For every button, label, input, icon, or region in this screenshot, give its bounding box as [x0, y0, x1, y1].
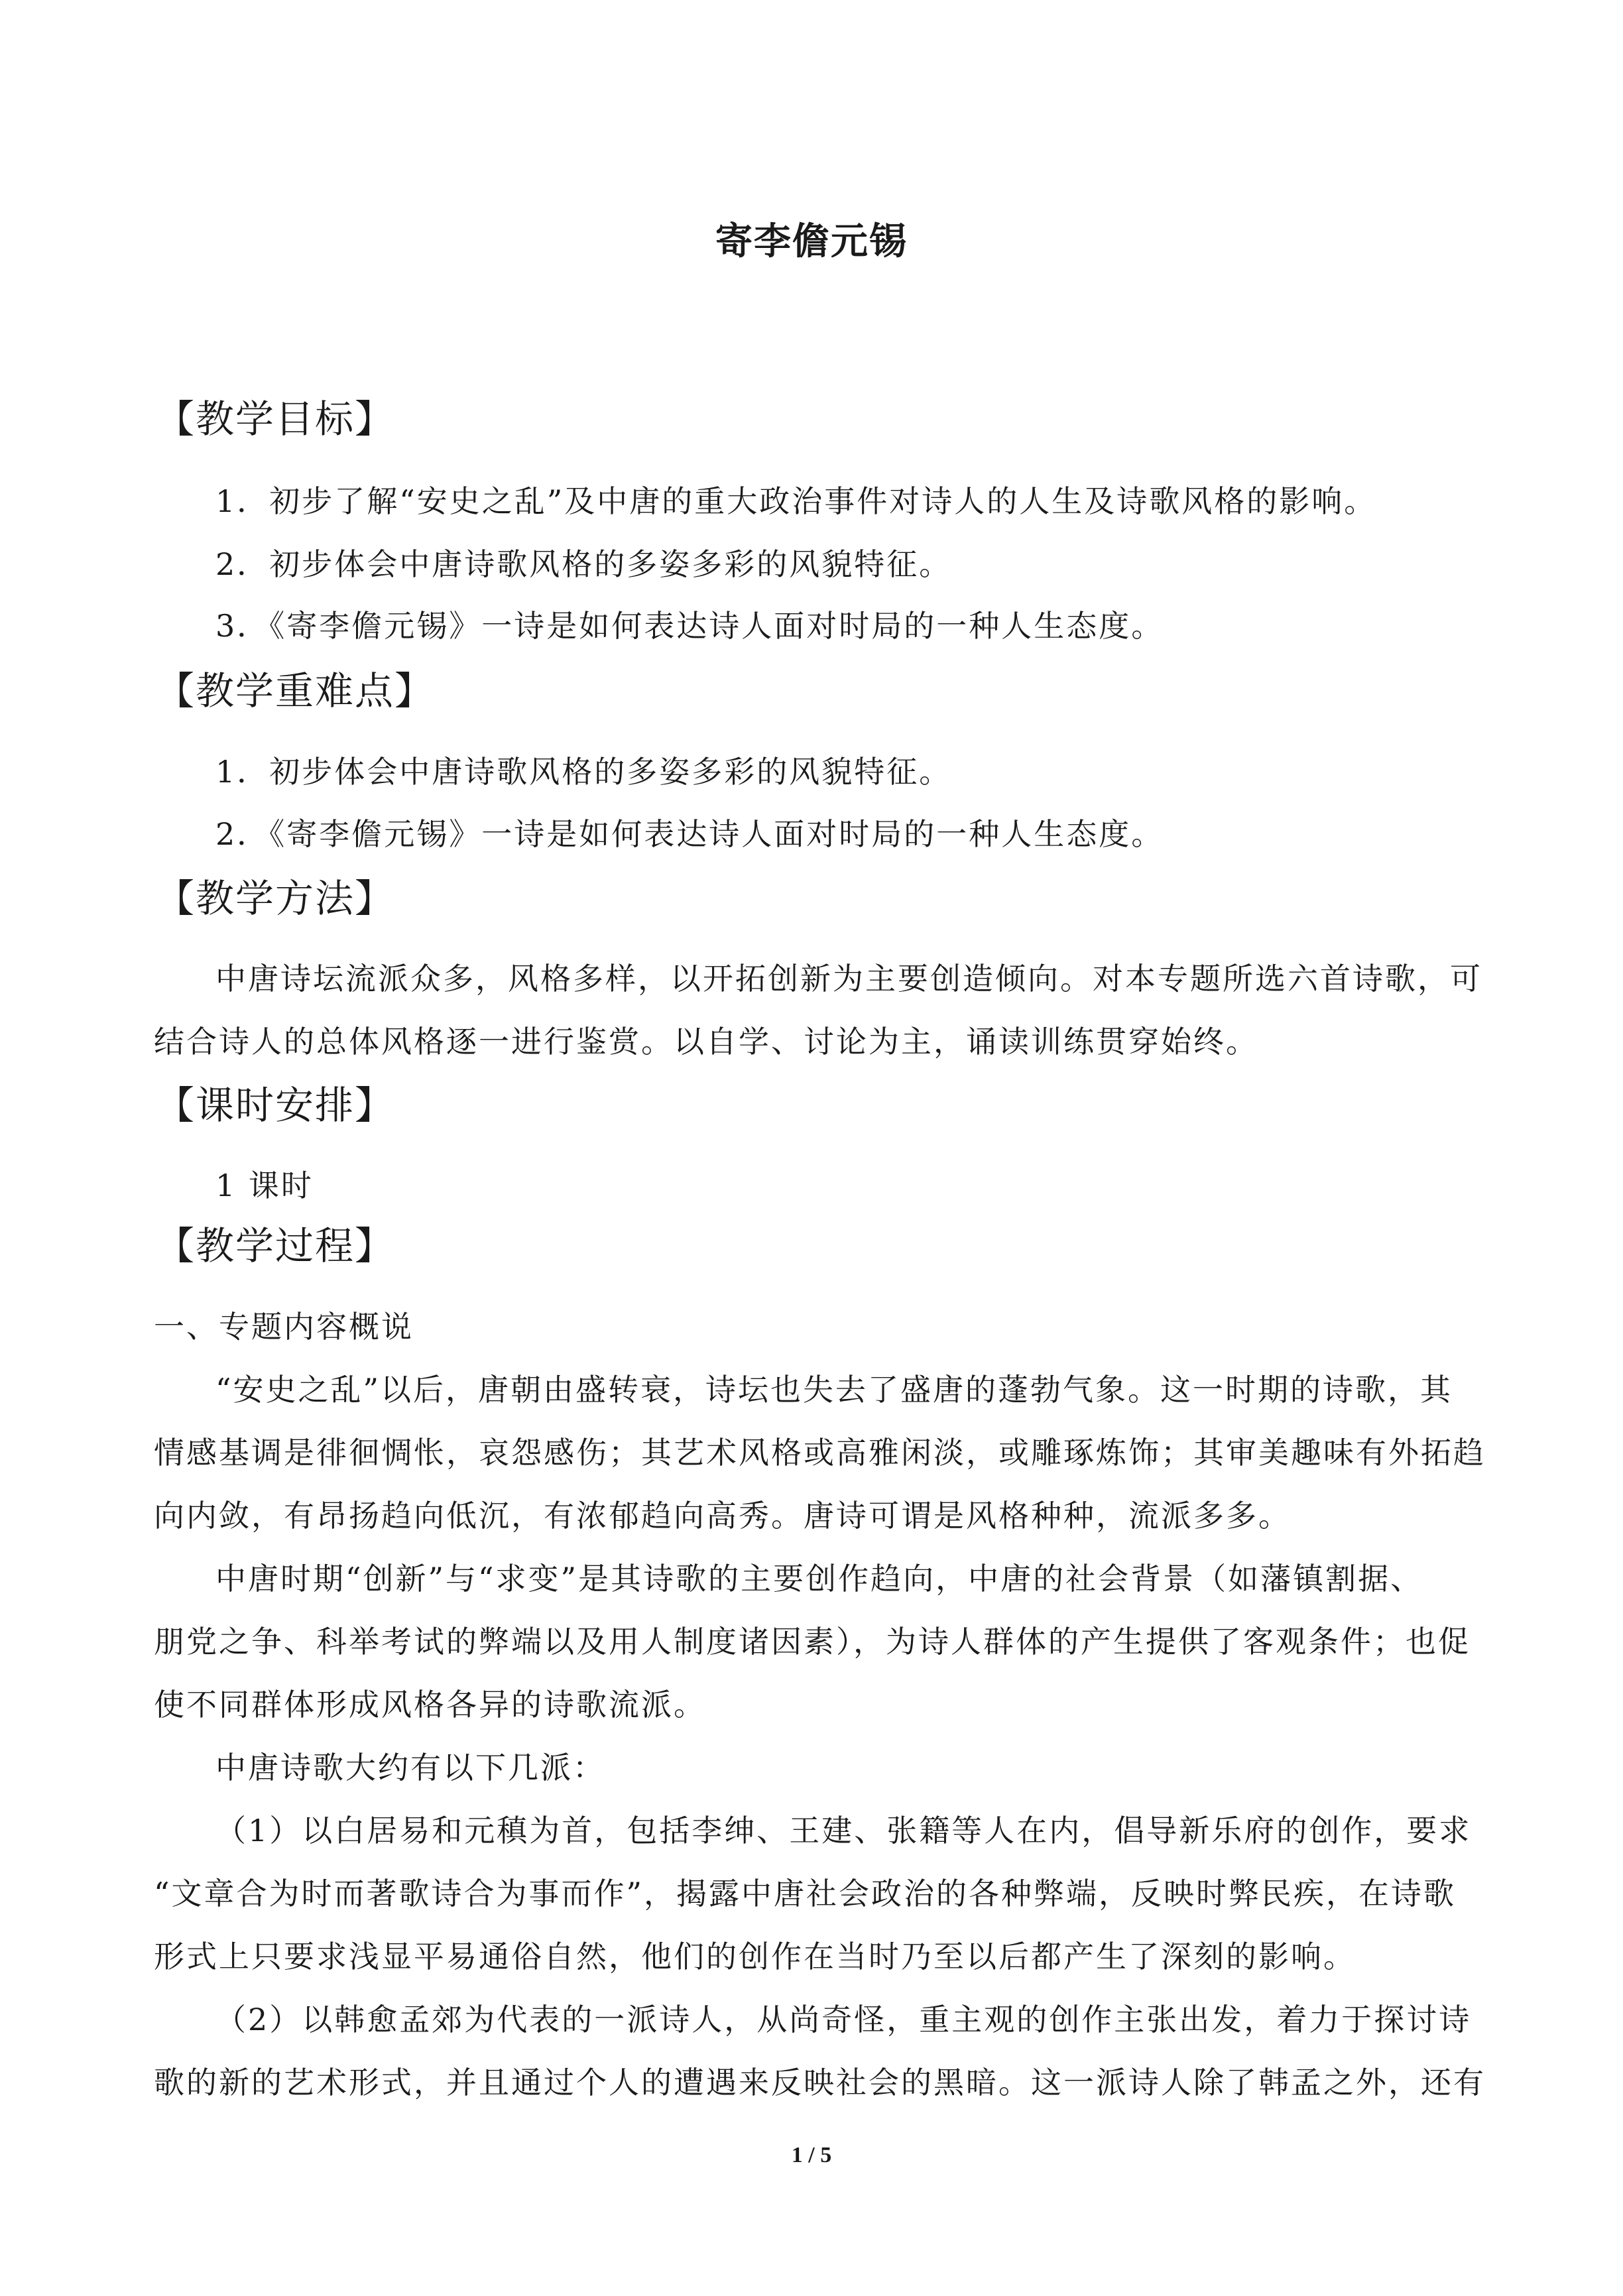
- objective-item: 3．《寄李儋元锡》一诗是如何表达诗人面对时局的一种人生态度。: [215, 608, 1164, 644]
- heading-key-points: 【教学重难点】: [156, 668, 435, 713]
- process-line: （2）以韩愈孟郊为代表的一派诗人，从尚奇怪，重主观的创作主张出发，着力于探讨诗: [215, 2002, 1472, 2037]
- process-subheading: 一、专题内容概说: [154, 1309, 414, 1345]
- process-line: 朋党之争、科举考试的弊端以及用人制度诸因素），为诗人群体的产生提供了客观条件；也促: [154, 1624, 1471, 1660]
- process-line: 中唐时期“创新”与“求变”是其诗歌的主要创作趋向，中唐的社会背景（如藩镇割据、: [215, 1561, 1423, 1597]
- objective-item: 2．初步体会中唐诗歌风格的多姿多彩的风貌特征。: [215, 546, 952, 582]
- process-line: 形式上只要求浅显平易通俗自然，他们的创作在当时乃至以后都产生了深刻的影响。: [154, 1939, 1356, 1974]
- process-line: （1）以白居易和元稹为首，包括李绅、王建、张籍等人在内，倡导新乐府的创作，要求: [215, 1813, 1472, 1848]
- schedule-text: 1 课时: [215, 1168, 314, 1203]
- process-line: 使不同群体形成风格各异的诗歌流派。: [154, 1687, 706, 1722]
- page-title: 寄李儋元锡: [715, 219, 908, 263]
- heading-objectives: 【教学目标】: [156, 396, 395, 442]
- objective-item: 1．初步了解“安史之乱”及中唐的重大政治事件对诗人的人生及诗歌风格的影响。: [215, 483, 1377, 519]
- key-point-item: 2．《寄李儋元锡》一诗是如何表达诗人面对时局的一种人生态度。: [215, 816, 1164, 852]
- page-number: 1 / 5: [791, 2143, 832, 2167]
- methods-line: 中唐诗坛流派众多，风格多样，以开拓创新为主要创造倾向。对本专题所选六首诗歌，可: [215, 961, 1482, 997]
- methods-line: 结合诗人的总体风格逐一进行鉴赏。以自学、讨论为主，诵读训练贯穿始终。: [154, 1024, 1258, 1059]
- process-line: “文章合为时而著歌诗合为事而作”，揭露中唐社会政治的各种弊端，反映时弊民疾，在诗歌: [154, 1876, 1457, 1911]
- process-line: “安史之乱”以后，唐朝由盛转衰，诗坛也失去了盛唐的蓬勃气象。这一时期的诗歌，其: [215, 1372, 1453, 1408]
- key-point-item: 1．初步体会中唐诗歌风格的多姿多彩的风貌特征。: [215, 754, 952, 790]
- process-line: 中唐诗歌大约有以下几派：: [215, 1750, 605, 1785]
- process-line: 歌的新的艺术形式，并且通过个人的遭遇来反映社会的黑暗。这一派诗人除了韩孟之外，还有: [154, 2065, 1486, 2100]
- process-line: 情感基调是徘徊惆怅，哀怨感伤；其艺术风格或高雅闲淡，或雕琢炼饰；其审美趣味有外拓趋: [154, 1435, 1486, 1471]
- heading-methods: 【教学方法】: [156, 876, 395, 921]
- process-line: 向内敛，有昂扬趋向低沉，有浓郁趋向高秀。唐诗可谓是风格种种，流派多多。: [154, 1498, 1291, 1534]
- heading-schedule: 【课时安排】: [156, 1083, 395, 1128]
- heading-process: 【教学过程】: [156, 1223, 395, 1268]
